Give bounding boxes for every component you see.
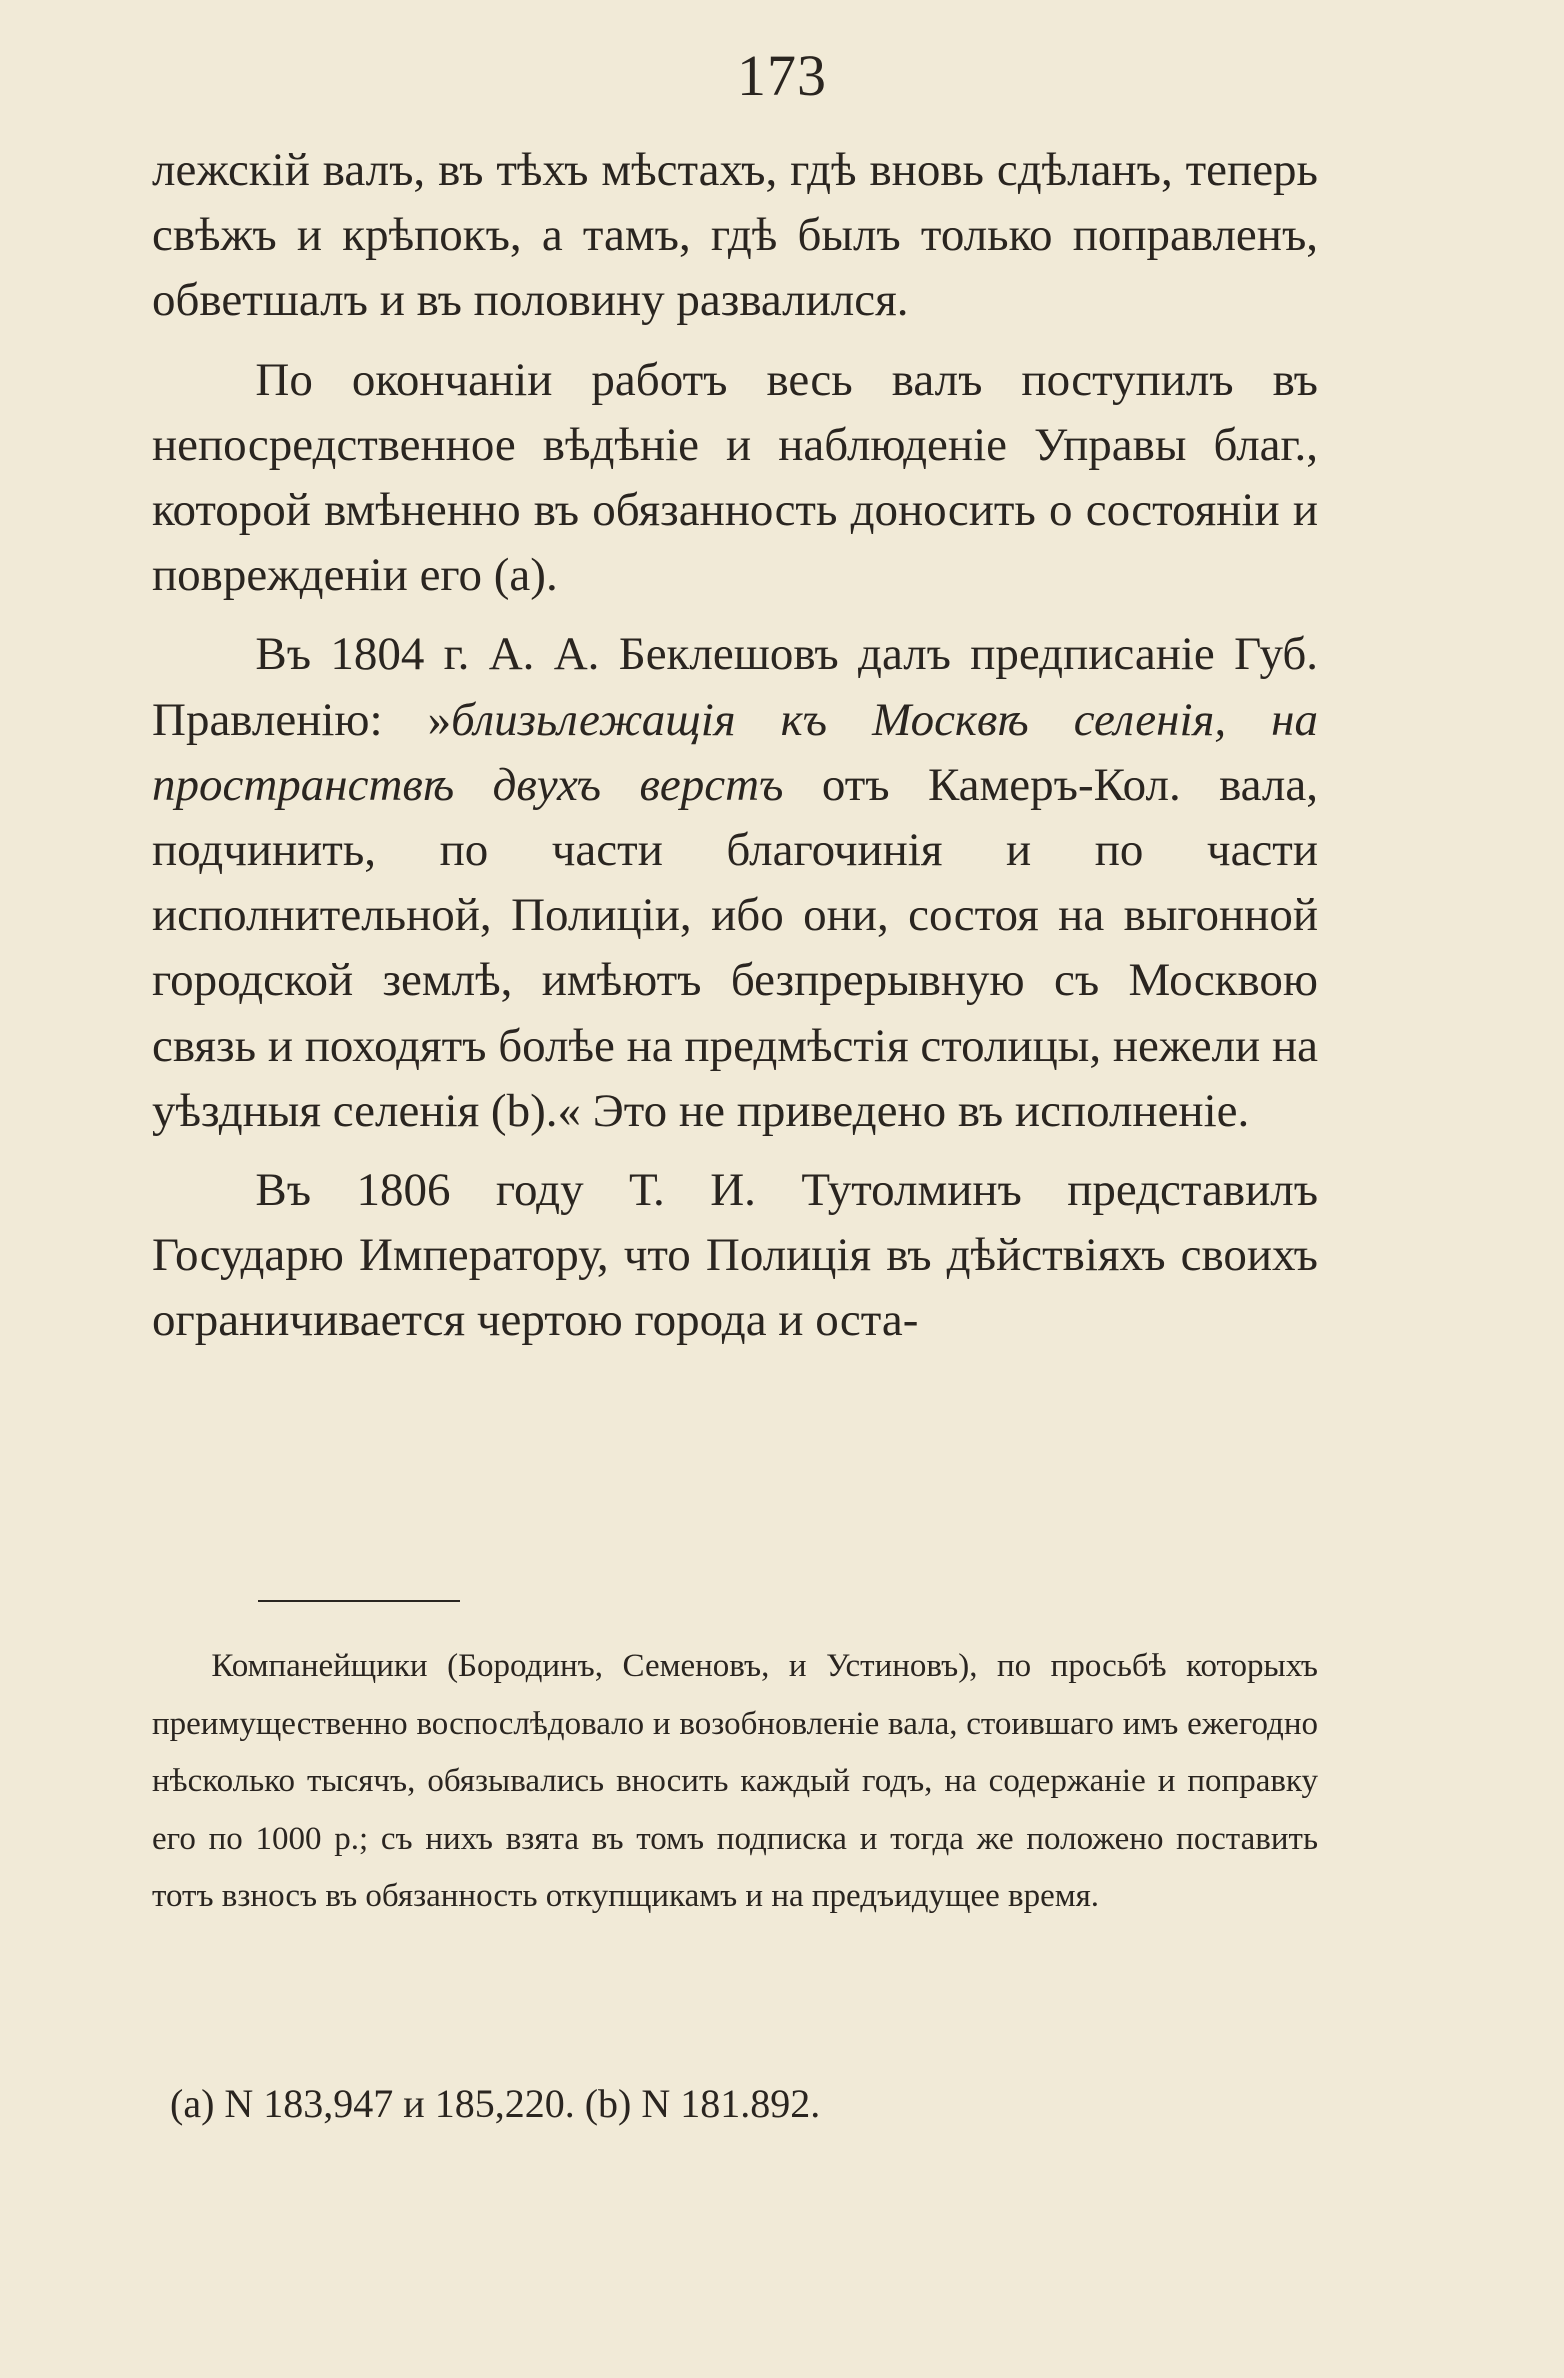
- paragraph-3: [152, 622, 1318, 1144]
- footnote-text: Компанейщики (Бородинъ, Семеновъ, и Устиновъ), по просьбѣ которыхъ преимущественно воспослѣдовало и возобновленіе вала, стоившаго имъ ежегодно нѣсколько тысячъ, обязывались вносить каждый годъ, на содержаніе и поправку его по 1000 р.; съ нихъ взята въ томъ подписка и тогда же положено поставить тотъ взносъ въ обязанность откупщикамъ и на предъидущее время.: [152, 1648, 1318, 1914]
- references: (a) N 183,947 и 185,220. (b) N 181.892.: [170, 2081, 821, 2126]
- footnote-divider: [258, 1600, 460, 1602]
- page-number: 173: [737, 43, 827, 108]
- paragraph-3-rest: отъ Камеръ-Кол. вала, подчинить, по части благочинія и по части исполнительной, Полиціи, ибо они, состоя на выгонной городской землѣ, имѣютъ безпрерывную съ Москвою связь и походятъ болѣе на предмѣстія столицы, нежели на уѣздныя селенія (b).« Это не приведено въ исполненіе.: [152, 758, 1319, 1137]
- paragraph-2: По окончаніи работъ весь валъ поступилъ въ непосредственное вѣдѣніе и наблюденіе Управы благ., которой вмѣненно въ обязанность доносить о состояніи и поврежденіи его (а).: [152, 353, 1318, 602]
- paragraph-1: лежскій валъ, въ тѣхъ мѣстахъ, гдѣ вновь сдѣланъ, теперь свѣжъ и крѣпокъ, а тамъ, гдѣ былъ только поправленъ, обветшалъ и въ половину развалился.: [152, 144, 1318, 327]
- paragraph-3-italic: близьлежащія къ Москвѣ селенія, на пространствѣ двухъ верстъ: [152, 693, 1318, 811]
- main-text: [152, 138, 1318, 1354]
- paragraph-4: Въ 1806 году Т. И. Тутолминъ представилъ Государю Императору, что Полиція въ дѣйствіяхъ своихъ ограничивается чертою города и оста-: [152, 1164, 1318, 1347]
- paragraph-3-start: Въ 1804 г. А. А. Беклешовъ далъ предписаніе Губ. Правленію: »: [152, 628, 1318, 746]
- footnote: [152, 1638, 1318, 1926]
